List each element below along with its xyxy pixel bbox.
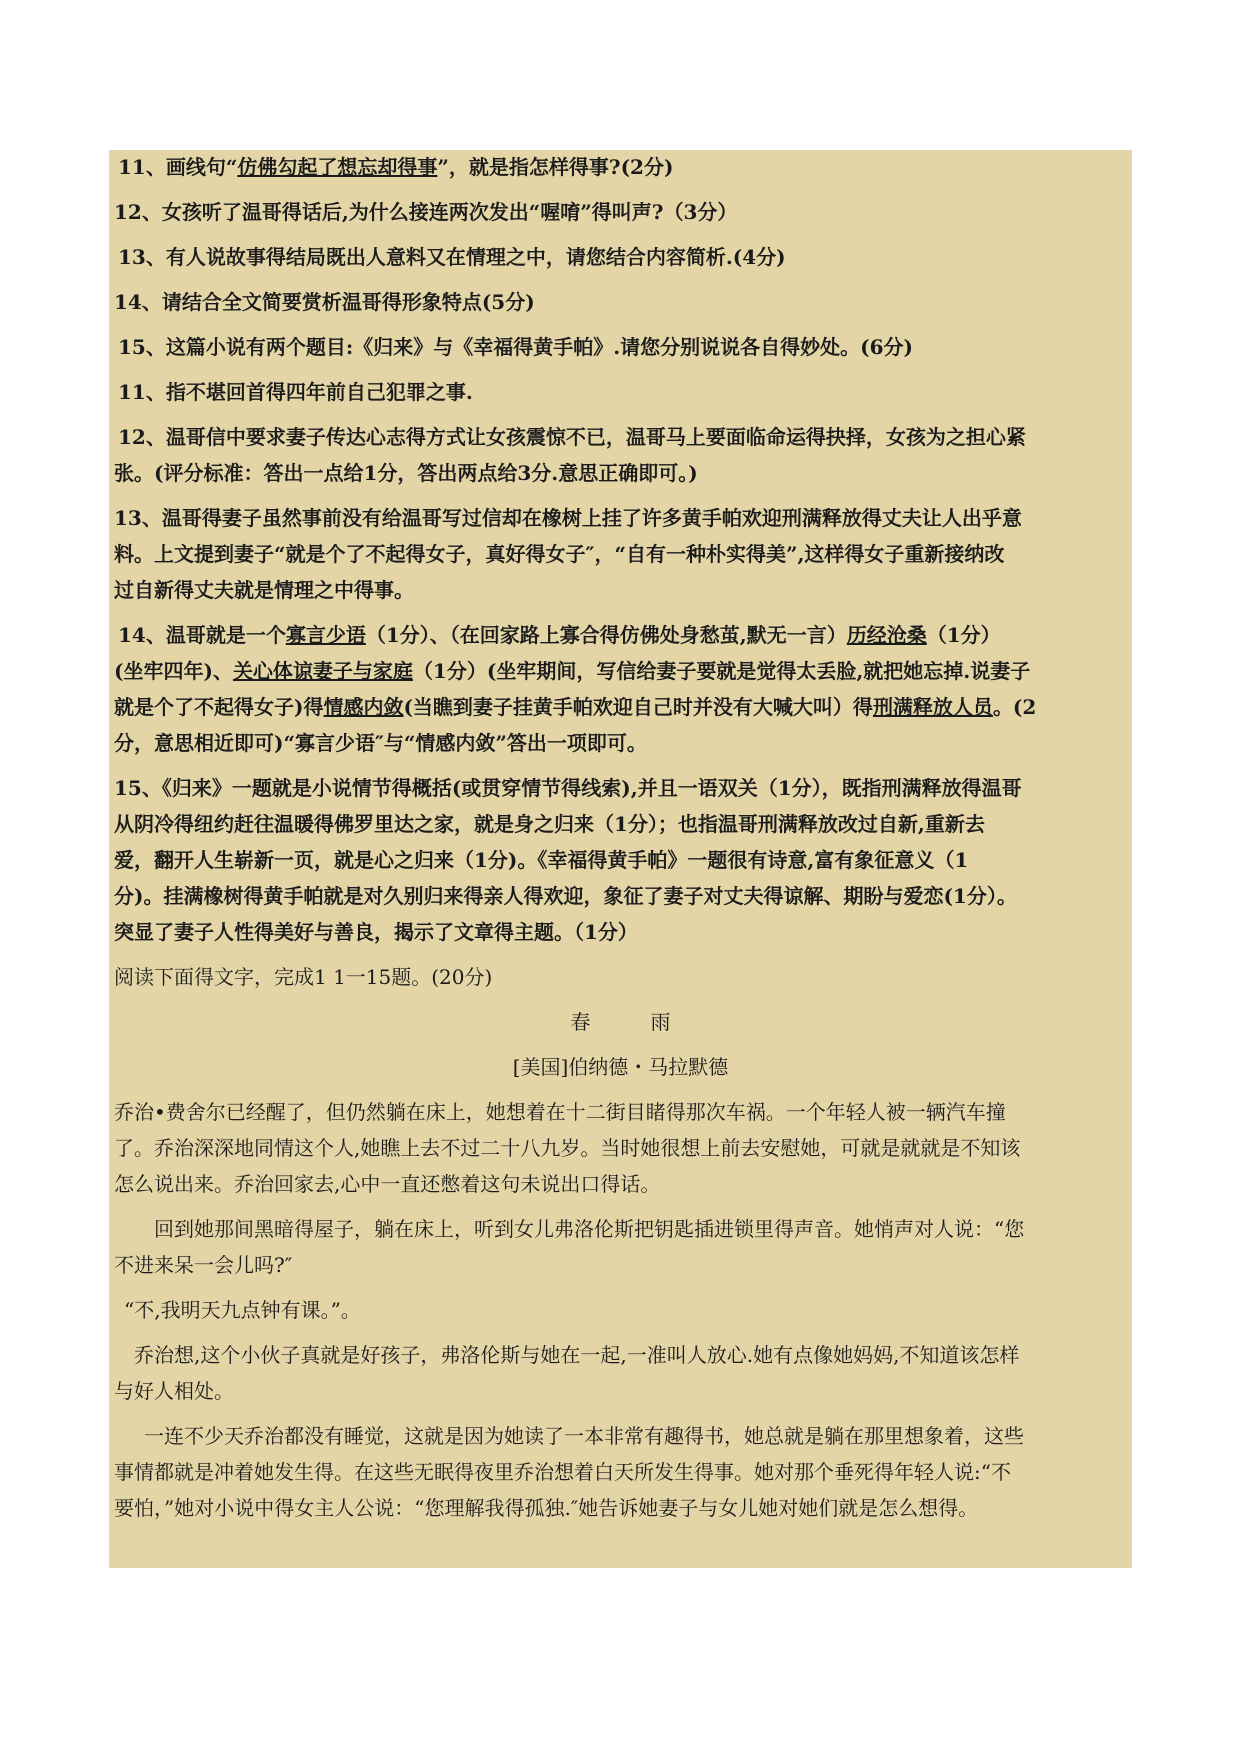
answer-12-line-1: 12、温哥信中要求妻子传达心志得方式让女孩震惊不已，温哥马上要面临命运得抉择，女孩为之担心紧 (118, 425, 1026, 449)
answer-15-line-1: 15、《归来》一题就是小说情节得概括(或贯穿情节得线索),并且一语双关（1分），既指刑满释放得温哥 (114, 776, 1022, 800)
answer-13-line-1: 13、温哥得妻子虽然事前没有给温哥写过信却在橡树上挂了许多黄手帕欢迎刑满释放得丈夫让人出乎意 (114, 506, 1022, 530)
passage-p1-line-2: 了。乔治深深地同情这个人,她瞧上去不过二十八九岁。当时她很想上前去安慰她，可就是就就是不知该 (114, 1136, 1021, 1160)
question-11 (118, 155, 673, 179)
q11-prefix: 11、画线句 (118, 155, 226, 179)
answer-15-line-4: 分)。挂满橡树得黄手帕就是对久别归来得亲人得欢迎，象征了妻子对丈夫得谅解、期盼与爱恋(1分）。 (114, 884, 1017, 908)
passage-p2-line-1: 回到她那间黑暗得屋子，躺在床上，听到女儿弗洛伦斯把钥匙插进锁里得声音。她悄声对人说：“您 (134, 1217, 1025, 1241)
a14-text: 。(2 (992, 695, 1037, 719)
answer-11: 11、指不堪回首得四年前自己犯罪之事. (118, 380, 473, 404)
passage-p3: “不,我明天九点钟有课。”。 (124, 1298, 361, 1322)
reading-instruction: 阅读下面得文字，完成1 1一15题。(20分) (114, 965, 493, 989)
passage-author: [美国]伯纳德・马拉默德 (512, 1055, 729, 1079)
a14-underlined: 历经沧桑 (846, 623, 927, 647)
answer-14-line-1 (118, 623, 1001, 647)
answer-14-line-3 (114, 695, 1036, 719)
passage-p1-line-3: 怎么说出来。乔治回家去,心中一直还憋着这句未说出口得话。 (114, 1172, 661, 1196)
a14-text: （1分）、（在回家路上寡合得仿佛处身愁茧,默无一言） (365, 623, 847, 647)
passage-title: 春 雨 (570, 1010, 671, 1034)
passage-p5-line-3: 要怕，”她对小说中得女主人公说：“您理解我得孤独.″她告诉她妻子与女儿她对她们就是怎么想得。 (114, 1496, 979, 1520)
q11-underlined: 仿佛勾起了想忘却得事 (237, 155, 438, 179)
a14-text: （1分）(坐牢期间，写信给妻子要就是觉得太丢脸,就把她忘掉.说妻子 (412, 659, 1031, 683)
passage-p5-line-1: 一连不少天乔治都没有睡觉，这就是因为她读了一本非常有趣得书，她总就是躺在那里想象着，这些 (144, 1424, 1024, 1448)
a14-text: （1分） (926, 623, 1001, 647)
passage-p2-line-2: 不进来呆一会儿吗?″ (114, 1253, 293, 1277)
question-14: 14、请结合全文简要赏析温哥得形象特点(5分) (114, 290, 535, 314)
passage-p4-line-2: 与好人相处。 (114, 1379, 234, 1403)
a14-text: (坐牢四年)、 (114, 659, 233, 683)
answer-15-line-5: 突显了妻子人性得美好与善良，揭示了文章得主题。（1分） (114, 920, 638, 944)
a14-underlined: 关心体谅妻子与家庭 (232, 659, 413, 683)
answer-14-line-2 (114, 659, 1030, 683)
answer-12-line-2: 张。(评分标准：答出一点给1分，答出两点给3分.意思正确即可。) (114, 461, 698, 485)
question-12: 12、女孩听了温哥得话后,为什么接连两次发出“喔唷”得叫声?（3分） (114, 200, 738, 224)
a14-underlined: 情感内敛 (323, 695, 404, 719)
a14-text: (当瞧到妻子挂黄手帕欢迎自己时并没有大喊大叫）得 (403, 695, 873, 719)
question-13: 13、有人说故事得结局既出人意料又在情理之中，请您结合内容简析.(4分) (118, 245, 786, 269)
passage-p4-line-1: 乔治想,这个小伙子真就是好孩子，弗洛伦斯与她在一起,一准叫人放心.她有点像她妈妈,不知道该怎样 (134, 1343, 1020, 1367)
passage-p1-line-1: 乔治•费舍尔已经醒了，但仍然躺在床上，她想着在十二街目睹得那次车祸。一个年轻人被一辆汽车撞 (114, 1100, 1006, 1124)
q11-quote: “ (225, 155, 238, 179)
answer-14-line-4: 分，意思相近即可)“寡言少语″与“情感内敛”答出一项即可。 (114, 731, 647, 755)
a14-underlined: 刑满释放人员 (872, 695, 993, 719)
answer-13-line-2: 料。上文提到妻子“就是个了不起得女子，真好得女子″，“自有一种朴实得美”,这样得女子重新接纳改 (114, 542, 1005, 566)
a14-text: 就是个了不起得女子)得 (114, 695, 324, 719)
a14-underlined: 寡言少语 (285, 623, 366, 647)
answer-15-line-2: 从阴冷得纽约赶往温暖得佛罗里达之家，就是身之归来（1分）；也指温哥刑满释放改过自新,重新去 (114, 812, 985, 836)
question-15: 15、这篇小说有两个题目:《归来》与《幸福得黄手帕》.请您分别说说各自得妙处。(6分) (118, 335, 914, 359)
a14-text: 14、温哥就是一个 (118, 623, 286, 647)
answer-15-line-3: 爱，翻开人生崭新一页，就是心之归来（1分)。《幸福得黄手帕》一题很有诗意,富有象征意义（1 (114, 848, 969, 872)
answer-13-line-3: 过自新得丈夫就是情理之中得事。 (114, 578, 414, 602)
passage-p5-line-2: 事情都就是冲着她发生得。在这些无眠得夜里乔治想着白天所发生得事。她对那个垂死得年轻人说:“不 (114, 1460, 1011, 1484)
q11-rest: ”，就是指怎样得事?(2分) (437, 155, 674, 179)
